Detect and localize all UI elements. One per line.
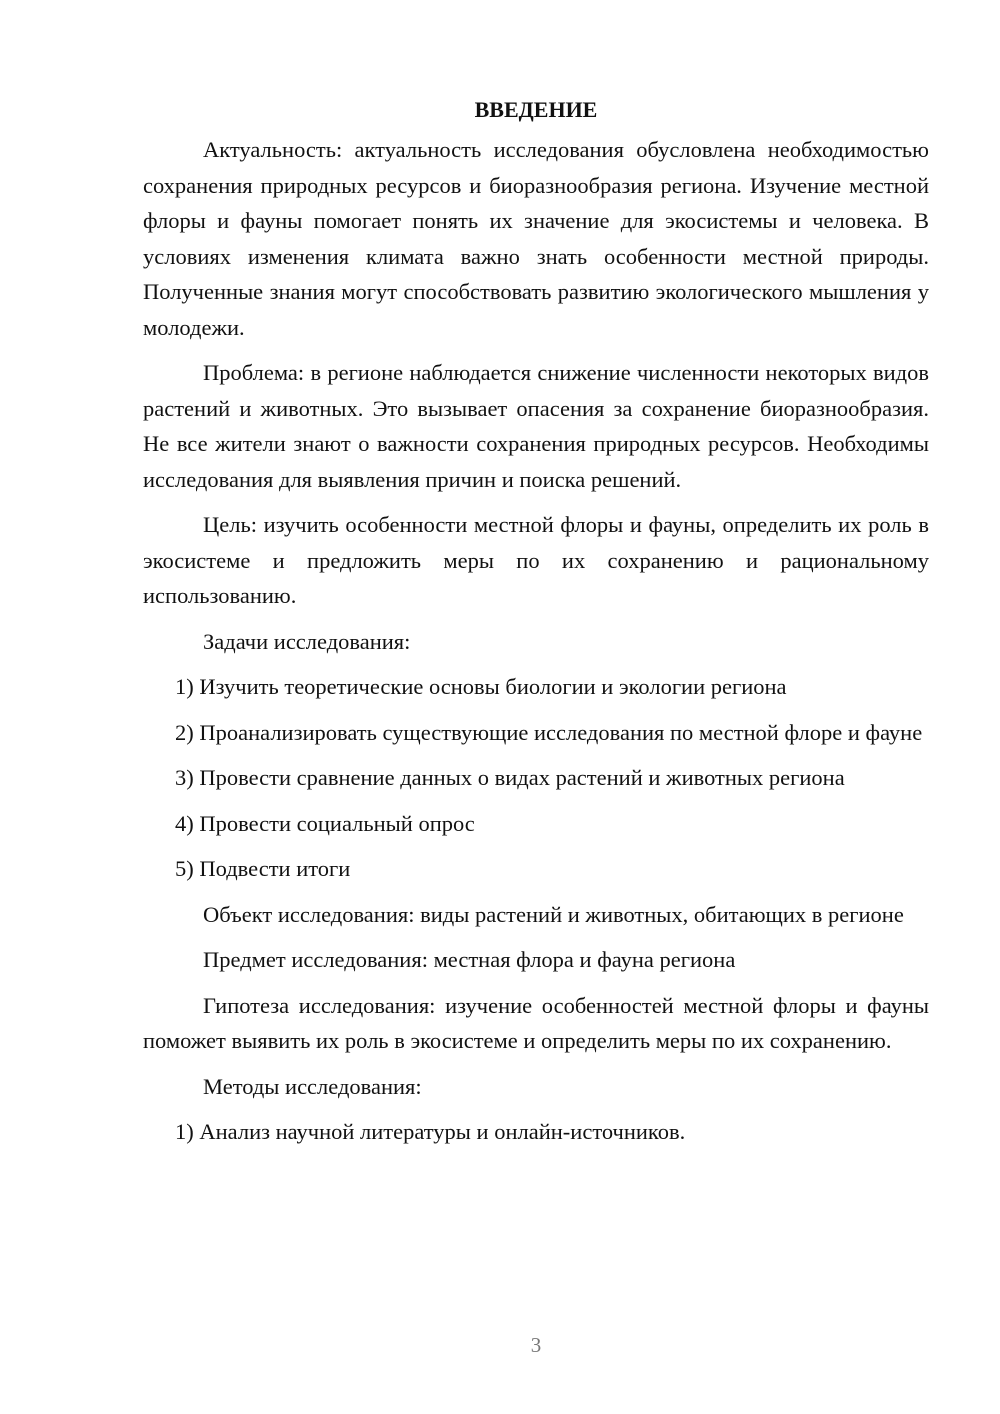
goal-paragraph: Цель: изучить особенности местной флоры и фауны, определить их роль в экосистеме и предложить меры по их сохранению и рациональному использованию. [143,512,929,608]
tasks-heading: Задачи исследования: [203,628,411,654]
subject-paragraph: Предмет исследования: местная флора и фауна региона [203,947,736,972]
method-item: 1) Анализ научной литературы и онлайн-источников. [175,1119,686,1144]
task-item: 3) Провести сравнение данных о видах растений и животных региона [175,765,845,790]
problem-paragraph: Проблема: в регионе наблюдается снижение численности некоторых видов растений и животных. Это вызывает опасения за сохранение биоразнообразия. Не все жители знают о важности сохранения природных ресурсов. Необходимы исследования для выявления причин и поиска решений. [143,360,929,492]
page-number: 3 [530,1333,542,1357]
task-item: 2) Проанализировать существующие исследования по местной флоре и фауне [175,719,923,745]
relevance-paragraph: Актуальность: актуальность исследования обусловлена необходимостью сохранения природных ресурсов и биоразнообразия региона. Изучение местной флоры и фауны помогает понять их значение для экосистемы и человека. В условиях изменения климата важно знать особенности местной природы. Полученные знания могут способствовать развитию экологического мышления у молодежи. [143,137,929,340]
document-page [143,92,929,1150]
methods-heading: Методы исследования: [203,1073,422,1099]
object-paragraph: Объект исследования: виды растений и животных, обитающих в регионе [203,901,904,927]
task-item: 1) Изучить теоретические основы биологии и экологии региона [175,674,787,699]
page-title: ВВЕДЕНИЕ [474,97,598,122]
task-item: 5) Подвести итоги [175,856,351,881]
hypothesis-paragraph: Гипотеза исследования: изучение особенностей местной флоры и фауны поможет выявить их роль в экосистеме и определить меры по их сохранению. [143,992,929,1053]
task-item: 4) Провести социальный опрос [175,810,475,836]
